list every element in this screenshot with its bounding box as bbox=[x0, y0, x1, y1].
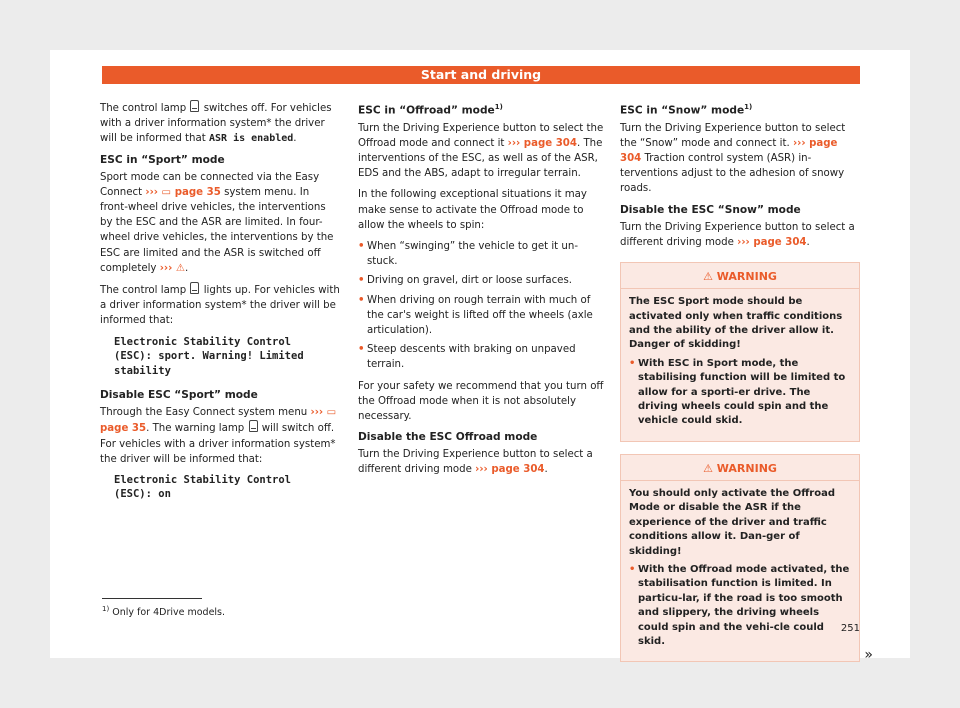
book-icon: ▭ bbox=[161, 186, 172, 198]
bullet-icon: • bbox=[629, 564, 636, 576]
list-item: • With the Offroad mode activated, the stabilisation function is limited. In particu-lar, if the road is too smooth and slippery, the driving wheels could spin and the vehi-cle could skid. bbox=[629, 564, 850, 648]
page-reference-link[interactable]: ››› page 304 bbox=[737, 236, 807, 248]
footnote-mark: 1) bbox=[744, 103, 753, 111]
arrow-icon: ››› bbox=[792, 137, 806, 149]
page-reference-link[interactable]: ››› page 304 bbox=[507, 137, 577, 149]
page-reference-link[interactable]: ››› ▭ page 35 bbox=[100, 407, 337, 435]
text: system menu. In front-wheel drive vehicles, the interventions by the ESC and the ASR are limited. In four-wheel drive vehicles, the interventions by the ESC are limited and the ASR is switched off completely bbox=[100, 186, 334, 274]
footnote-divider bbox=[102, 598, 202, 599]
paragraph-safety: For your safety we recommend that you turn off the Offroad mode when it is not absolutely necessary. bbox=[358, 380, 604, 422]
bullet-icon: • bbox=[358, 240, 365, 252]
esc-lamp-icon bbox=[249, 420, 258, 432]
column-1 bbox=[100, 100, 340, 512]
text: . The warning lamp bbox=[146, 423, 245, 435]
continue-mark: » bbox=[864, 647, 873, 664]
system-message-sport: Electronic Stability Control (ESC): sport. Warning! Limited stability bbox=[114, 335, 304, 377]
warning-box-sport bbox=[620, 262, 860, 442]
footnote-text: Only for 4Drive models. bbox=[112, 607, 226, 619]
warning-reference-link[interactable] bbox=[160, 263, 185, 274]
column-2 bbox=[358, 100, 604, 484]
arrow-icon: ››› bbox=[507, 137, 521, 149]
text: Turn the Driving Experience button to select the “Snow” mode and connect it. bbox=[620, 122, 846, 149]
warning-title: WARNING bbox=[716, 269, 777, 283]
esc-lamp-icon bbox=[190, 100, 199, 112]
paragraph-offroad bbox=[358, 121, 604, 182]
warning-header bbox=[621, 263, 859, 289]
list-item: • Steep descents with braking on unpaved terrain. bbox=[358, 344, 576, 371]
paragraph-snow bbox=[620, 121, 860, 197]
text: Traction control system (ASR) in-terventions adjust to the adhesion of snowy roads. bbox=[620, 152, 845, 195]
text: Sport mode can be connected via the Easy Connect bbox=[100, 171, 320, 198]
text: . bbox=[544, 464, 548, 476]
system-message: ASR is enabled bbox=[209, 133, 294, 145]
text: . bbox=[293, 133, 297, 145]
warning-text: The ESC Sport mode should be activated only when traffic conditions and the ability of the driver allow it. Danger of skidding! bbox=[629, 296, 843, 351]
column-3 bbox=[620, 100, 873, 664]
system-message-on: Electronic Stability Control (ESC): on bbox=[114, 473, 292, 501]
section-header: Start and driving bbox=[102, 66, 860, 84]
heading-esc-offroad: ESC in “Offroad” mode$^{1)}$ bbox=[358, 103, 503, 117]
bullet-icon: • bbox=[629, 357, 636, 369]
book-icon: ▭ bbox=[326, 407, 337, 419]
bullet-icon: • bbox=[358, 275, 365, 287]
text: Turn the Driving Experience button to select the Offroad mode and connect it bbox=[358, 122, 604, 149]
list-item: • With ESC in Sport mode, the stabilising function will be limited to allow for a sporti-er drive. The driving wheels could spin and the vehicle could skid. bbox=[629, 357, 846, 427]
text: lights up. For vehicles with a driver information system* the driver will be informed that: bbox=[100, 285, 340, 327]
footnote bbox=[102, 605, 225, 618]
warning-triangle-icon: ⚠ bbox=[703, 461, 713, 475]
text: The control lamp bbox=[100, 285, 187, 297]
arrow-icon: ››› bbox=[145, 186, 158, 198]
page-reference-link[interactable]: ››› ▭ page 35 bbox=[145, 186, 221, 198]
text: . bbox=[806, 236, 810, 248]
manual-page bbox=[50, 50, 910, 664]
warning-triangle-icon: ⚠ bbox=[703, 269, 713, 283]
paragraph-exceptions: In the following exceptional situations it may make sense to activate the Offroad mode to allow the wheels to spin: bbox=[358, 189, 587, 231]
text: Through the Easy Connect system menu bbox=[100, 407, 308, 419]
text: Turn the Driving Experience button to select a different driving mode bbox=[358, 449, 593, 476]
list-item: • When “swinging” the vehicle to get it un-stuck. bbox=[358, 240, 578, 268]
warning-title: WARNING bbox=[716, 461, 777, 475]
page-number: 251 bbox=[840, 623, 860, 634]
paragraph-disable-offroad bbox=[358, 447, 604, 477]
arrow-icon: ››› bbox=[475, 464, 488, 476]
arrow-icon: ››› bbox=[310, 407, 324, 419]
warning-text: You should only activate the Offroad Mode or disable the ASR if the experience of the driver and traffic conditions allow it. Dan-ger of skidding! bbox=[629, 488, 836, 557]
paragraph-sport-mode: Sport mode can be connected via the Easy Connect ››› ▭ page 35 system menu. In front-wheel drive vehicles, the interventions by the ESC and the ASR are limited. In four-wheel drive vehicles, the interventions by the ESC are limited and the ASR is switched off completely ››› ⚠. bbox=[100, 171, 334, 274]
text: will switch off. For vehicles with a driver information system* the driver will be informed that: bbox=[100, 423, 336, 465]
warning-body bbox=[621, 295, 859, 429]
heading-disable-snow: Disable the ESC “Snow” mode bbox=[620, 203, 801, 216]
list-item: • Driving on gravel, dirt or loose surfaces. bbox=[358, 273, 604, 288]
bullet-icon: • bbox=[358, 344, 365, 356]
warning-body bbox=[621, 487, 859, 649]
footnote-mark: 1) bbox=[494, 103, 503, 111]
arrow-icon: ››› bbox=[737, 236, 750, 248]
bullet-icon: • bbox=[358, 294, 365, 306]
heading-disable-offroad: Disable the ESC Offroad mode bbox=[358, 431, 538, 444]
heading-esc-snow: ESC in “Snow” mode$^{1)}$ bbox=[620, 103, 753, 117]
text: switches off. For vehicles with a driver information system* the driver will be informed that bbox=[100, 103, 332, 145]
paragraph-disable-sport bbox=[100, 405, 340, 467]
paragraph-lamp-off bbox=[100, 100, 340, 147]
heading-disable-sport: Disable ESC “Sport” mode bbox=[100, 389, 258, 402]
page-reference-link[interactable]: ››› page 304 bbox=[620, 137, 838, 164]
text: The control lamp bbox=[100, 103, 187, 114]
paragraph-lamp-on bbox=[100, 282, 340, 329]
warning-box-offroad bbox=[620, 454, 873, 664]
list-item: • When driving on rough terrain with much of the car's weight is lifted off the wheels (axle articulation). bbox=[358, 294, 593, 336]
text: . The interventions of the ESC, as well as of the ASR, EDS and the ABS, adapt to irregular terrain. bbox=[358, 137, 603, 180]
page-reference-link[interactable]: ››› page 304 bbox=[475, 464, 545, 476]
text: Turn the Driving Experience button to select a different driving mode bbox=[620, 221, 855, 248]
footnote-mark: 1) bbox=[102, 605, 110, 613]
paragraph-disable-snow bbox=[620, 220, 860, 250]
warning-header bbox=[621, 455, 859, 481]
arrow-icon: ››› bbox=[159, 262, 173, 274]
warning-triangle-icon: ⚠ bbox=[175, 262, 185, 274]
heading-esc-sport: ESC in “Sport” mode bbox=[100, 153, 225, 166]
esc-lamp-icon bbox=[190, 282, 199, 294]
